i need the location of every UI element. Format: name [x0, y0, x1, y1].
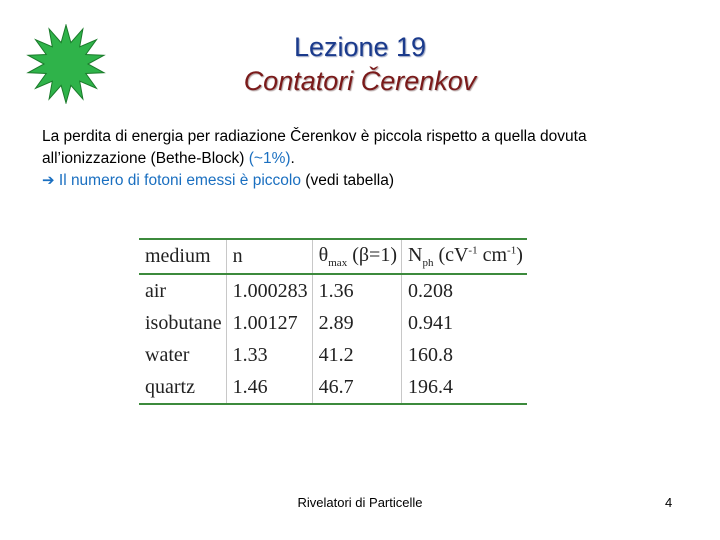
cell-medium: quartz	[145, 376, 195, 398]
header-theta: $\theta_{max}$ (β=1)	[312, 239, 401, 274]
page-number: 4	[665, 495, 673, 510]
arrow-icon: ➔	[42, 172, 55, 189]
percentage-highlight: (~1%)	[248, 150, 291, 167]
slide-title	[0, 30, 720, 98]
paragraph-1	[42, 126, 692, 170]
cell-medium: air	[145, 280, 167, 302]
cell-nph: 160.8	[401, 339, 526, 371]
cell-n: 1.00127	[226, 307, 312, 339]
cell-theta: 2.89	[312, 307, 401, 339]
paragraph-1-end: .	[290, 150, 295, 167]
paragraph-1-text: La perdita di energia per radiazione Čerenkov è piccola rispetto a quella dovuta all’ionizzazione (Bethe-Block)	[42, 128, 587, 167]
cell-nph: 196.4	[401, 371, 526, 404]
cell-nph: 0.208	[401, 274, 526, 307]
cell-n: 1.33	[226, 339, 312, 371]
title-line-2: Contatori Čerenkov	[243, 66, 477, 96]
cell-theta: 41.2	[312, 339, 401, 371]
header-nph: $N_{ph}$ ($cV^{-1}$ $cm^{-1}$)	[401, 239, 526, 274]
table-row	[139, 339, 527, 371]
cell-theta: 1.36	[312, 274, 401, 307]
cell-theta: 46.7	[312, 371, 401, 404]
cell-n: 1.46	[226, 371, 312, 404]
paragraph-2-text: (vedi tabella)	[300, 172, 395, 189]
table-row	[139, 274, 527, 307]
paragraph-2-highlight: Il numero di fotoni emessi è piccolo	[54, 172, 301, 189]
header-n: n	[226, 239, 312, 274]
cell-n: 1.000283	[226, 274, 312, 307]
paragraph-2	[42, 170, 692, 192]
table-row	[139, 307, 527, 339]
footer-text: Rivelatori di Particelle	[297, 495, 423, 510]
photon-yield-table	[139, 238, 527, 405]
cell-medium: isobutane	[145, 312, 222, 334]
table-header-row	[139, 239, 527, 274]
header-medium: medium	[145, 245, 211, 267]
table-row	[139, 371, 527, 404]
cell-medium: water	[145, 344, 190, 366]
title-line-1: Lezione 19	[293, 32, 427, 62]
body-text	[42, 126, 692, 192]
cell-nph: 0.941	[401, 307, 526, 339]
